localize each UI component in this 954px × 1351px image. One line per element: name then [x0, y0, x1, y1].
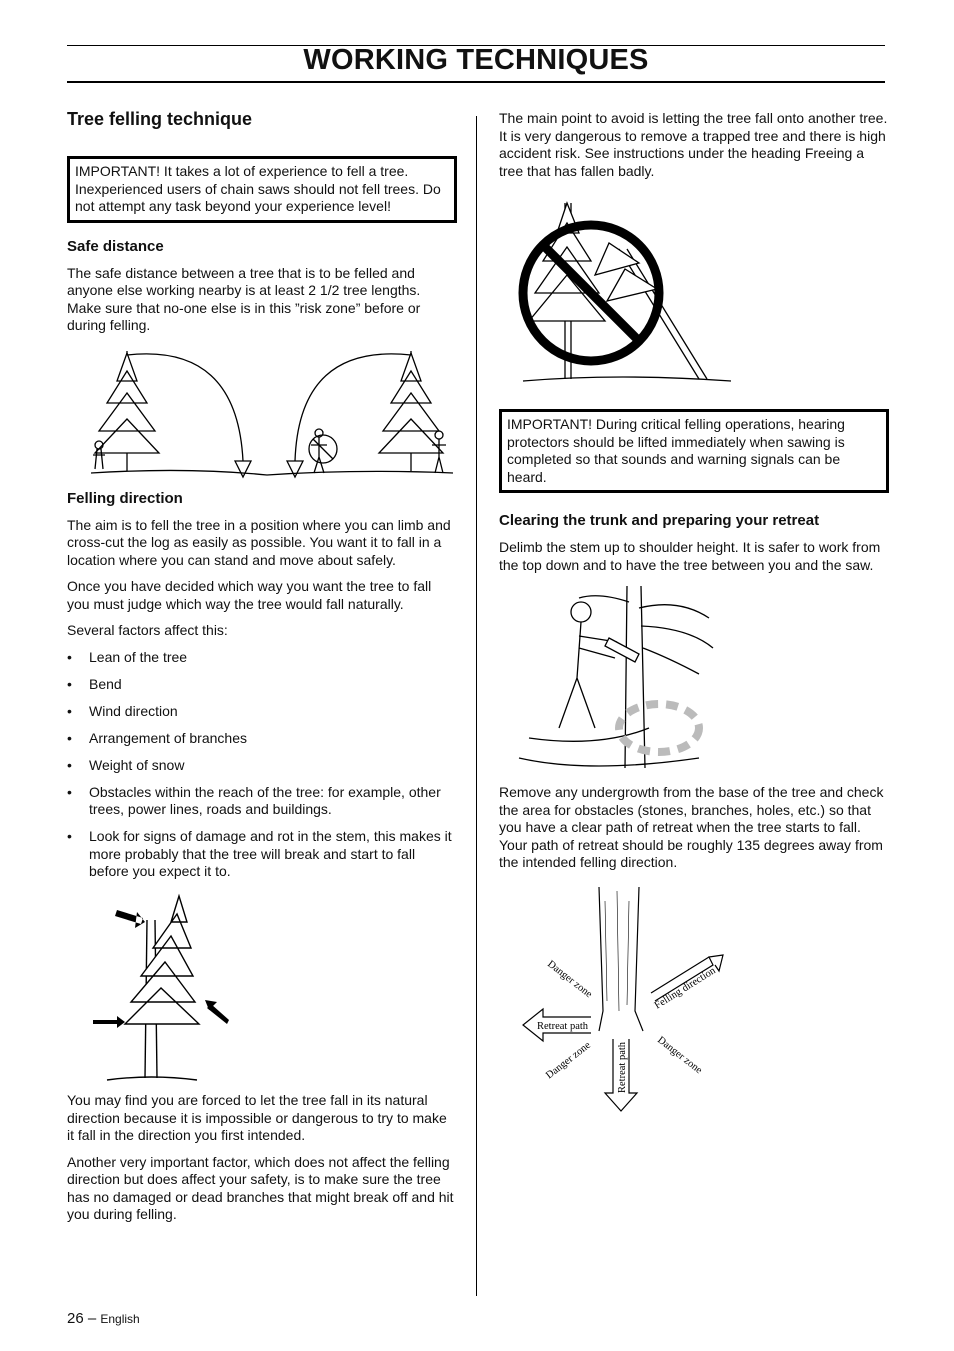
danger-zone-label-bottom-right: Danger zone [655, 1034, 704, 1076]
factors-list [67, 649, 457, 881]
list-item: • Obstacles within the reach of the tree: for example, other trees, power lines, roads and buildings. [67, 784, 457, 819]
list-item: • Arrangement of branches [67, 730, 457, 748]
list-item: • Weight of snow [67, 757, 457, 775]
clearing-heading: Clearing the trunk and preparing your retreat [499, 512, 820, 529]
felling-direction-p2: Once you have decided which way you want the tree to fall you must judge which way the tree would fall naturally. [67, 578, 432, 612]
retreat-path-diagram [499, 881, 889, 1117]
left-column [67, 106, 457, 1233]
delimbing-illustration [499, 578, 889, 774]
no-tree-onto-tree-illustration [499, 189, 889, 389]
felling-direction-p1: The aim is to fell the tree in a position where you can limb and cross-cut the log as easily as possible. You want it to fall in a location where you can stand and move about safely. [67, 516, 451, 568]
right-column [499, 110, 889, 1117]
felling-direction-p4: You may find you are forced to let the tree fall in its natural direction because it is impossible or dangerous to try to make it fall in the direction you first intended. [67, 1092, 447, 1143]
felling-direction-p3: Several factors affect this: [67, 622, 228, 638]
felling-direction-label: Felling direction [652, 964, 718, 1012]
felling-direction-heading: Felling direction [67, 489, 183, 507]
retreat-path-label-left: Retreat path [537, 1020, 589, 1032]
list-item: • Wind direction [67, 703, 457, 721]
safe-distance-text: The safe distance between a tree that is to be felled and anyone else working nearby is at least 2 1/2 tree lengths. Make sure that no-one else is in this ”risk zone” before or during felling. [67, 264, 421, 333]
page-footer [67, 1310, 140, 1327]
important-box-hearing: IMPORTANT! During critical felling operations, hearing protectors should be lifted immediately when sawing is completed so that sounds and warning signals can be heard. [499, 409, 889, 493]
felling-direction-p5: Another very important factor, which does not affect the felling direction but does affect your safety, is to make sure the tree has no damaged or dead branches that might break off and hit you during felling. [67, 1153, 454, 1222]
footer-language: English [100, 1312, 140, 1326]
clearing-p1: Delimb the stem up to shoulder height. It is safer to work from the top down and to have the tree between you and the saw. [499, 539, 881, 573]
clearing-p2: Remove any undergrowth from the base of the tree and check the area for obstacles (stones, branches, holes, etc.) so that you have a clear path of retreat when the tree starts to fall. Your path of retreat should be roughly 135 degrees away from the intended felling direction. [499, 784, 884, 870]
important-box-experience: IMPORTANT! It takes a lot of experience to fell a tree. Inexperienced users of chain saws should not fell trees. Do not attempt any task beyond your experience level! [67, 156, 457, 223]
page-title: WORKING TECHNIQUES [303, 44, 649, 76]
trapped-tree-intro: The main point to avoid is letting the tree fall onto another tree. It is very dangerous to remove a trapped tree and there is high accident risk. See instructions under the heading Freeing a tree that has fallen badly. [499, 110, 888, 179]
danger-zone-label-bottom-left: Danger zone [544, 1039, 593, 1081]
safe-distance-illustration [67, 341, 457, 479]
page-number: 26 – [67, 1310, 97, 1327]
list-item: • Lean of the tree [67, 649, 457, 667]
header-rule-bottom [67, 81, 885, 83]
column-divider [476, 116, 477, 1296]
list-item: • Look for signs of damage and rot in the stem, this makes it more probably that the tree will break and start to fall before you expect it to. [67, 828, 457, 881]
section-title: Tree felling technique [67, 109, 253, 129]
danger-zone-label-top-left: Danger zone [545, 958, 594, 1000]
retreat-path-label-down: Retreat path [617, 1041, 628, 1093]
natural-fall-illustration [67, 890, 457, 1086]
safe-distance-heading: Safe distance [67, 237, 164, 255]
list-item: • Bend [67, 676, 457, 694]
